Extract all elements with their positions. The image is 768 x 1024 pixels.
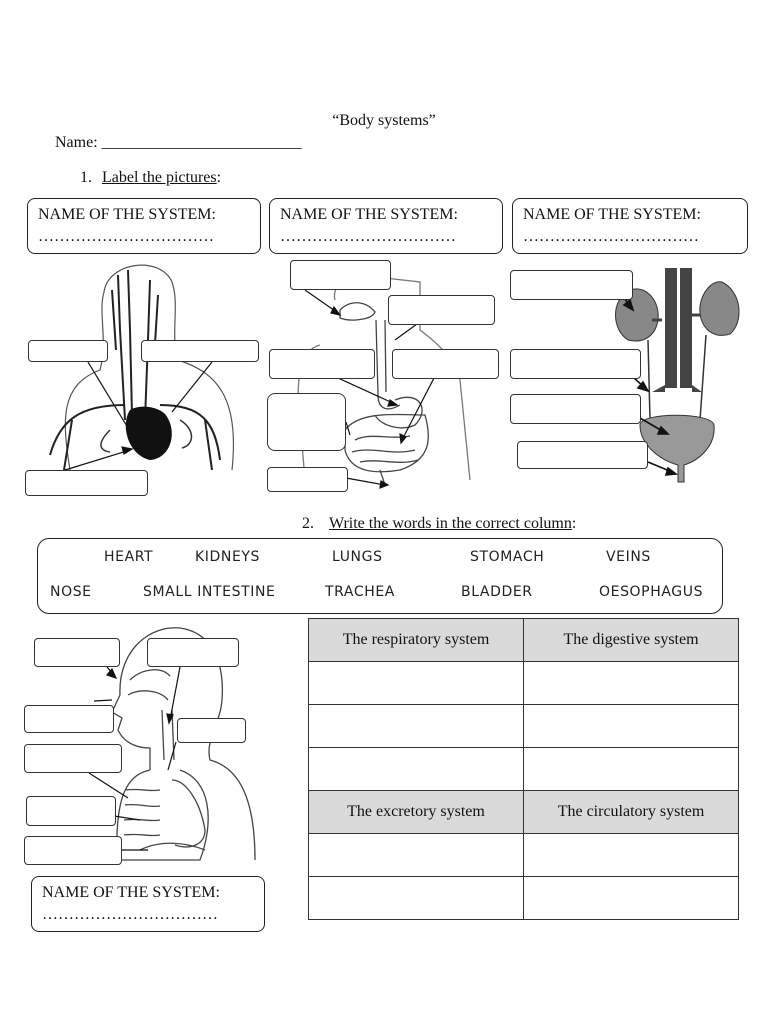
question-2-number: 2.: [302, 515, 314, 532]
answer-cell[interactable]: [524, 748, 739, 791]
question-2-label: Write the words in the correct column: [329, 515, 572, 532]
word-kidneys: KIDNEYS: [195, 549, 261, 565]
answer-cell[interactable]: [309, 748, 524, 791]
classification-table: [308, 618, 739, 920]
word-trachea: TRACHEA: [325, 584, 395, 600]
answer-cell[interactable]: [309, 834, 524, 877]
label-box[interactable]: [177, 718, 246, 743]
answer-cell[interactable]: [309, 662, 524, 705]
system-name-dots: ……………………………: [38, 228, 214, 245]
answer-cell[interactable]: [524, 662, 739, 705]
label-box[interactable]: [34, 638, 120, 667]
system-name-dots: ……………………………: [280, 228, 456, 245]
table-row: [309, 834, 739, 877]
system-name-label: NAME OF THE SYSTEM:: [523, 206, 701, 223]
word-stomach: STOMACH: [470, 549, 545, 565]
label-box[interactable]: [24, 836, 122, 865]
system-name-label: NAME OF THE SYSTEM:: [38, 206, 216, 223]
word-nose: NOSE: [50, 584, 92, 600]
label-box[interactable]: [147, 638, 239, 667]
word-veins: VEINS: [606, 549, 651, 565]
system-name-label: NAME OF THE SYSTEM:: [280, 206, 458, 223]
word-bladder: BLADDER: [461, 584, 533, 600]
page-title: “Body systems”: [332, 112, 436, 129]
answer-cell[interactable]: [309, 705, 524, 748]
table-row: [309, 748, 739, 791]
question-1-colon: :: [216, 169, 222, 186]
table-row: [309, 705, 739, 748]
table-row: [309, 791, 739, 834]
table-row: [309, 877, 739, 920]
system-name-dots: ……………………………: [42, 906, 218, 923]
system-name-box-respiratory[interactable]: [31, 876, 265, 932]
answer-cell[interactable]: [524, 877, 739, 920]
label-box[interactable]: [24, 705, 114, 733]
column-header-digestive: The digestive system: [524, 619, 739, 662]
table-row: [309, 662, 739, 705]
column-header-excretory: The excretory system: [309, 791, 524, 834]
question-1-label: Label the pictures: [102, 169, 217, 186]
label-box[interactable]: [26, 796, 116, 826]
word-oesophagus: OESOPHAGUS: [599, 584, 704, 600]
question-1-number: 1.: [80, 169, 92, 186]
word-lungs: LUNGS: [332, 549, 383, 565]
name-field[interactable]: Name: _________________________: [55, 134, 302, 151]
question-2-colon: :: [571, 515, 577, 532]
table-row: [309, 619, 739, 662]
system-name-dots: ……………………………: [523, 228, 699, 245]
word-small-intestine: SMALL INTESTINE: [143, 584, 276, 600]
answer-cell[interactable]: [309, 877, 524, 920]
word-heart: HEART: [104, 549, 154, 565]
column-header-circulatory: The circulatory system: [524, 791, 739, 834]
system-name-label: NAME OF THE SYSTEM:: [42, 884, 220, 901]
label-box[interactable]: [24, 744, 122, 773]
answer-cell[interactable]: [524, 705, 739, 748]
column-header-respiratory: The respiratory system: [309, 619, 524, 662]
answer-cell[interactable]: [524, 834, 739, 877]
